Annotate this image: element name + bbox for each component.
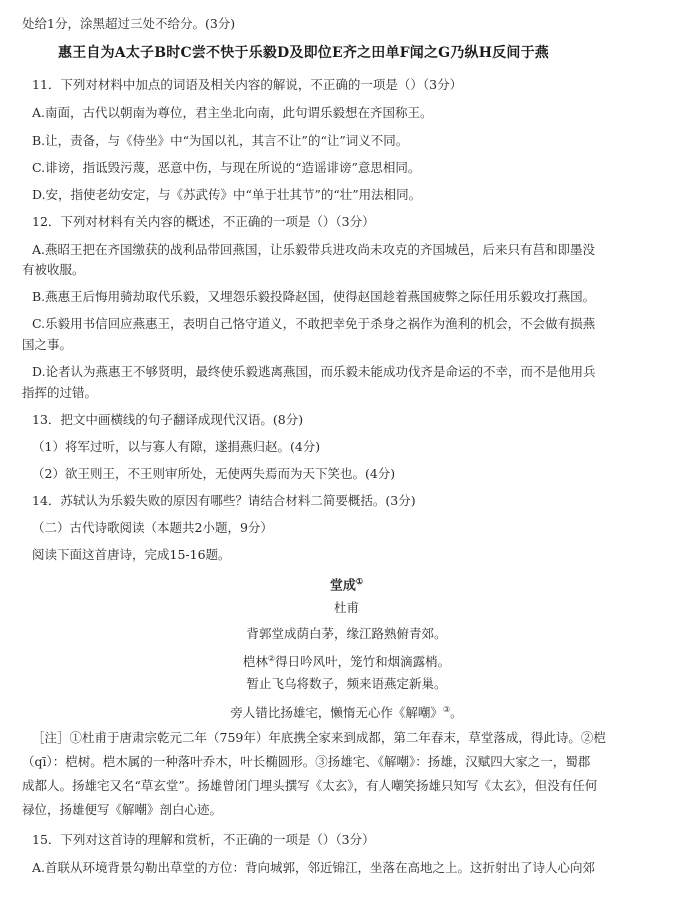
option-12b: B.燕惠王后悔用骑劫取代乐毅，又埋怨乐毅投降赵国，使得赵国趁着燕国疲弊之际任用乐毅攻打燕国。 — [32, 289, 596, 304]
question-12: 12．下列对材料有关内容的概述，不正确的一项是（）（3分） — [32, 214, 375, 229]
poem-title: 堂成① — [329, 576, 364, 594]
poem-note: ［注］①杜甫于唐肃宗乾元二年（759年）年底携全家来到成都，第二年春末，草堂落成，得此诗。②桤 — [32, 730, 606, 745]
poem-line: 桤林②得日吟风叶，笼竹和烟滴露梢。 — [242, 654, 451, 670]
option-12a-cont: 有被收服。 — [22, 262, 85, 277]
option-11c: C.诽谤，指诋毁污蔑，恶意中伤，与现在所说的“造谣诽谤”意思相同。 — [32, 160, 421, 175]
option-11a: A.南面，古代以朝南为尊位，君主坐北向南，此句谓乐毅想在齐国称王。 — [32, 105, 433, 120]
question-13: 13．把文中画横线的句子翻译成现代汉语。(8分) — [32, 412, 304, 427]
option-12a: A.燕昭王把在齐国缴获的战利品带回燕国，让乐毅带兵进攻尚未攻克的齐国城邑，后来只有莒和即墨没 — [32, 242, 596, 257]
poem-line: 暂止飞乌将数子，频来语燕定新巢。 — [246, 676, 447, 691]
poem-note: 成都人。扬雄宅又名“草玄堂”。扬雄曾闭门埋头撰写《太玄》，有人嘲笑扬雄只知写《太玄》，但没有任何 — [22, 778, 598, 793]
poem-author: 杜甫 — [333, 600, 359, 615]
section-heading: （二）古代诗歌阅读（本题共2小题，9分） — [32, 520, 273, 535]
option-11b: B.让，责备，与《侍坐》中“为国以礼，其言不让”的“让”词义不同。 — [32, 133, 409, 148]
punctuation-question-line: 惠王自为A太子B时C尝不快于乐毅D及即位E齐之田单F闻之G乃纵H反间于燕 — [58, 45, 549, 61]
poem-note: （qī）：桤树。桤木属的一种落叶乔木，叶长椭圆形。③扬雄宅、《解嘲》：扬雄，汉赋四大家之一，蜀郡 — [22, 754, 591, 769]
poem-note: 禄位，扬雄便写《解嘲》剖白心迹。 — [22, 802, 223, 817]
poem-line: 旁人错比扬雄宅，懒惰无心作《解嘲》③。 — [230, 705, 463, 721]
option-12d-cont: 指挥的过错。 — [22, 385, 98, 400]
option-12c: C.乐毅用书信回应燕惠王，表明自己恪守道义，不敢把幸免于杀身之祸作为渔利的机会，不会做有损燕 — [32, 316, 596, 331]
option-12d: D.论者认为燕惠王不够贤明，最终使乐毅逃离燕国，而乐毅未能成功伐齐是命运的不幸，而不是他用兵 — [32, 364, 596, 379]
text-line: 处给1分，涂黑超过三处不给分。(3分) — [22, 16, 236, 31]
question-11: 11．下列对材料中加点的词语及相关内容的解说，不正确的一项是（）（3分） — [32, 77, 463, 92]
question-14: 14．苏轼认为乐毅失败的原因有哪些？请结合材料二简要概括。(3分) — [32, 493, 416, 508]
option-15a: A.首联从环境背景勾勒出草堂的方位：背向城郭，邻近锦江，坐落在高地之上。这折射出了诗人心向郊 — [32, 860, 596, 875]
question-13-1: （1）将军过听，以与寡人有隙，遂捐燕归赵。(4分) — [32, 439, 321, 454]
option-12c-cont: 国之事。 — [22, 337, 73, 352]
question-13-2: （2）欲王则王，不王则审所处，无使两失焉而为天下笑也。(4分) — [32, 466, 396, 481]
reading-instruction: 阅读下面这首唐诗，完成15-16题。 — [32, 547, 231, 562]
option-11d: D.安，指使老幼安定，与《苏武传》中“单于壮其节”的“壮”用法相同。 — [32, 187, 422, 202]
poem-line: 背郭堂成荫白茅，缘江路熟俯青郊。 — [246, 626, 447, 641]
question-15: 15．下列对这首诗的理解和赏析，不正确的一项是（）（3分） — [32, 832, 375, 847]
